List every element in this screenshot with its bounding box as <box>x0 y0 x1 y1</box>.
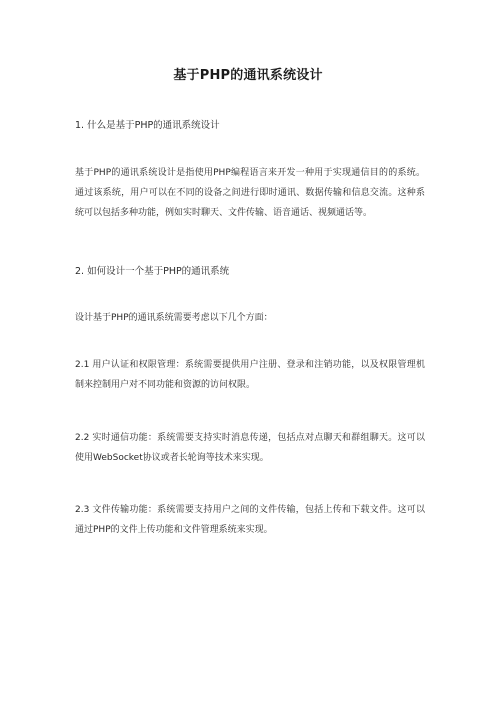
section-1-body: 基于PHP的通讯系统设计是指使用PHP编程语言来开发一种用于实现通信目的的系统。通过该系统，用户可以在不同的设备之间进行即时通讯、数据传输和信息交流。这种系统可以包括多种功能，例如实时聊天、文件传输、语音通话、视频通话等。 <box>75 168 425 218</box>
item-2-3: 2.3 文件传输功能：系统需要支持用户之间的文件传输，包括上传和下载文件。这可以通过PHP的文件上传功能和文件管理系统来实现。 <box>75 505 425 535</box>
item-2-1: 2.1 用户认证和权限管理：系统需要提供用户注册、登录和注销功能，以及权限管理机制来控制用户对不同功能和资源的访问权限。 <box>75 360 425 390</box>
section-1-heading: 1. 什么是基于PHP的通讯系统设计 <box>75 120 220 131</box>
section-2-heading: 2. 如何设计一个基于PHP的通讯系统 <box>75 266 230 277</box>
document-title: 基于PHP的通讯系统设计 <box>173 68 323 83</box>
section-2-intro: 设计基于PHP的通讯系统需要考虑以下几个方面： <box>75 313 273 323</box>
item-2-2: 2.2 实时通信功能：系统需要支持实时消息传递，包括点对点聊天和群组聊天。这可以使用WebSocket协议或者长轮询等技术来实现。 <box>75 433 425 463</box>
